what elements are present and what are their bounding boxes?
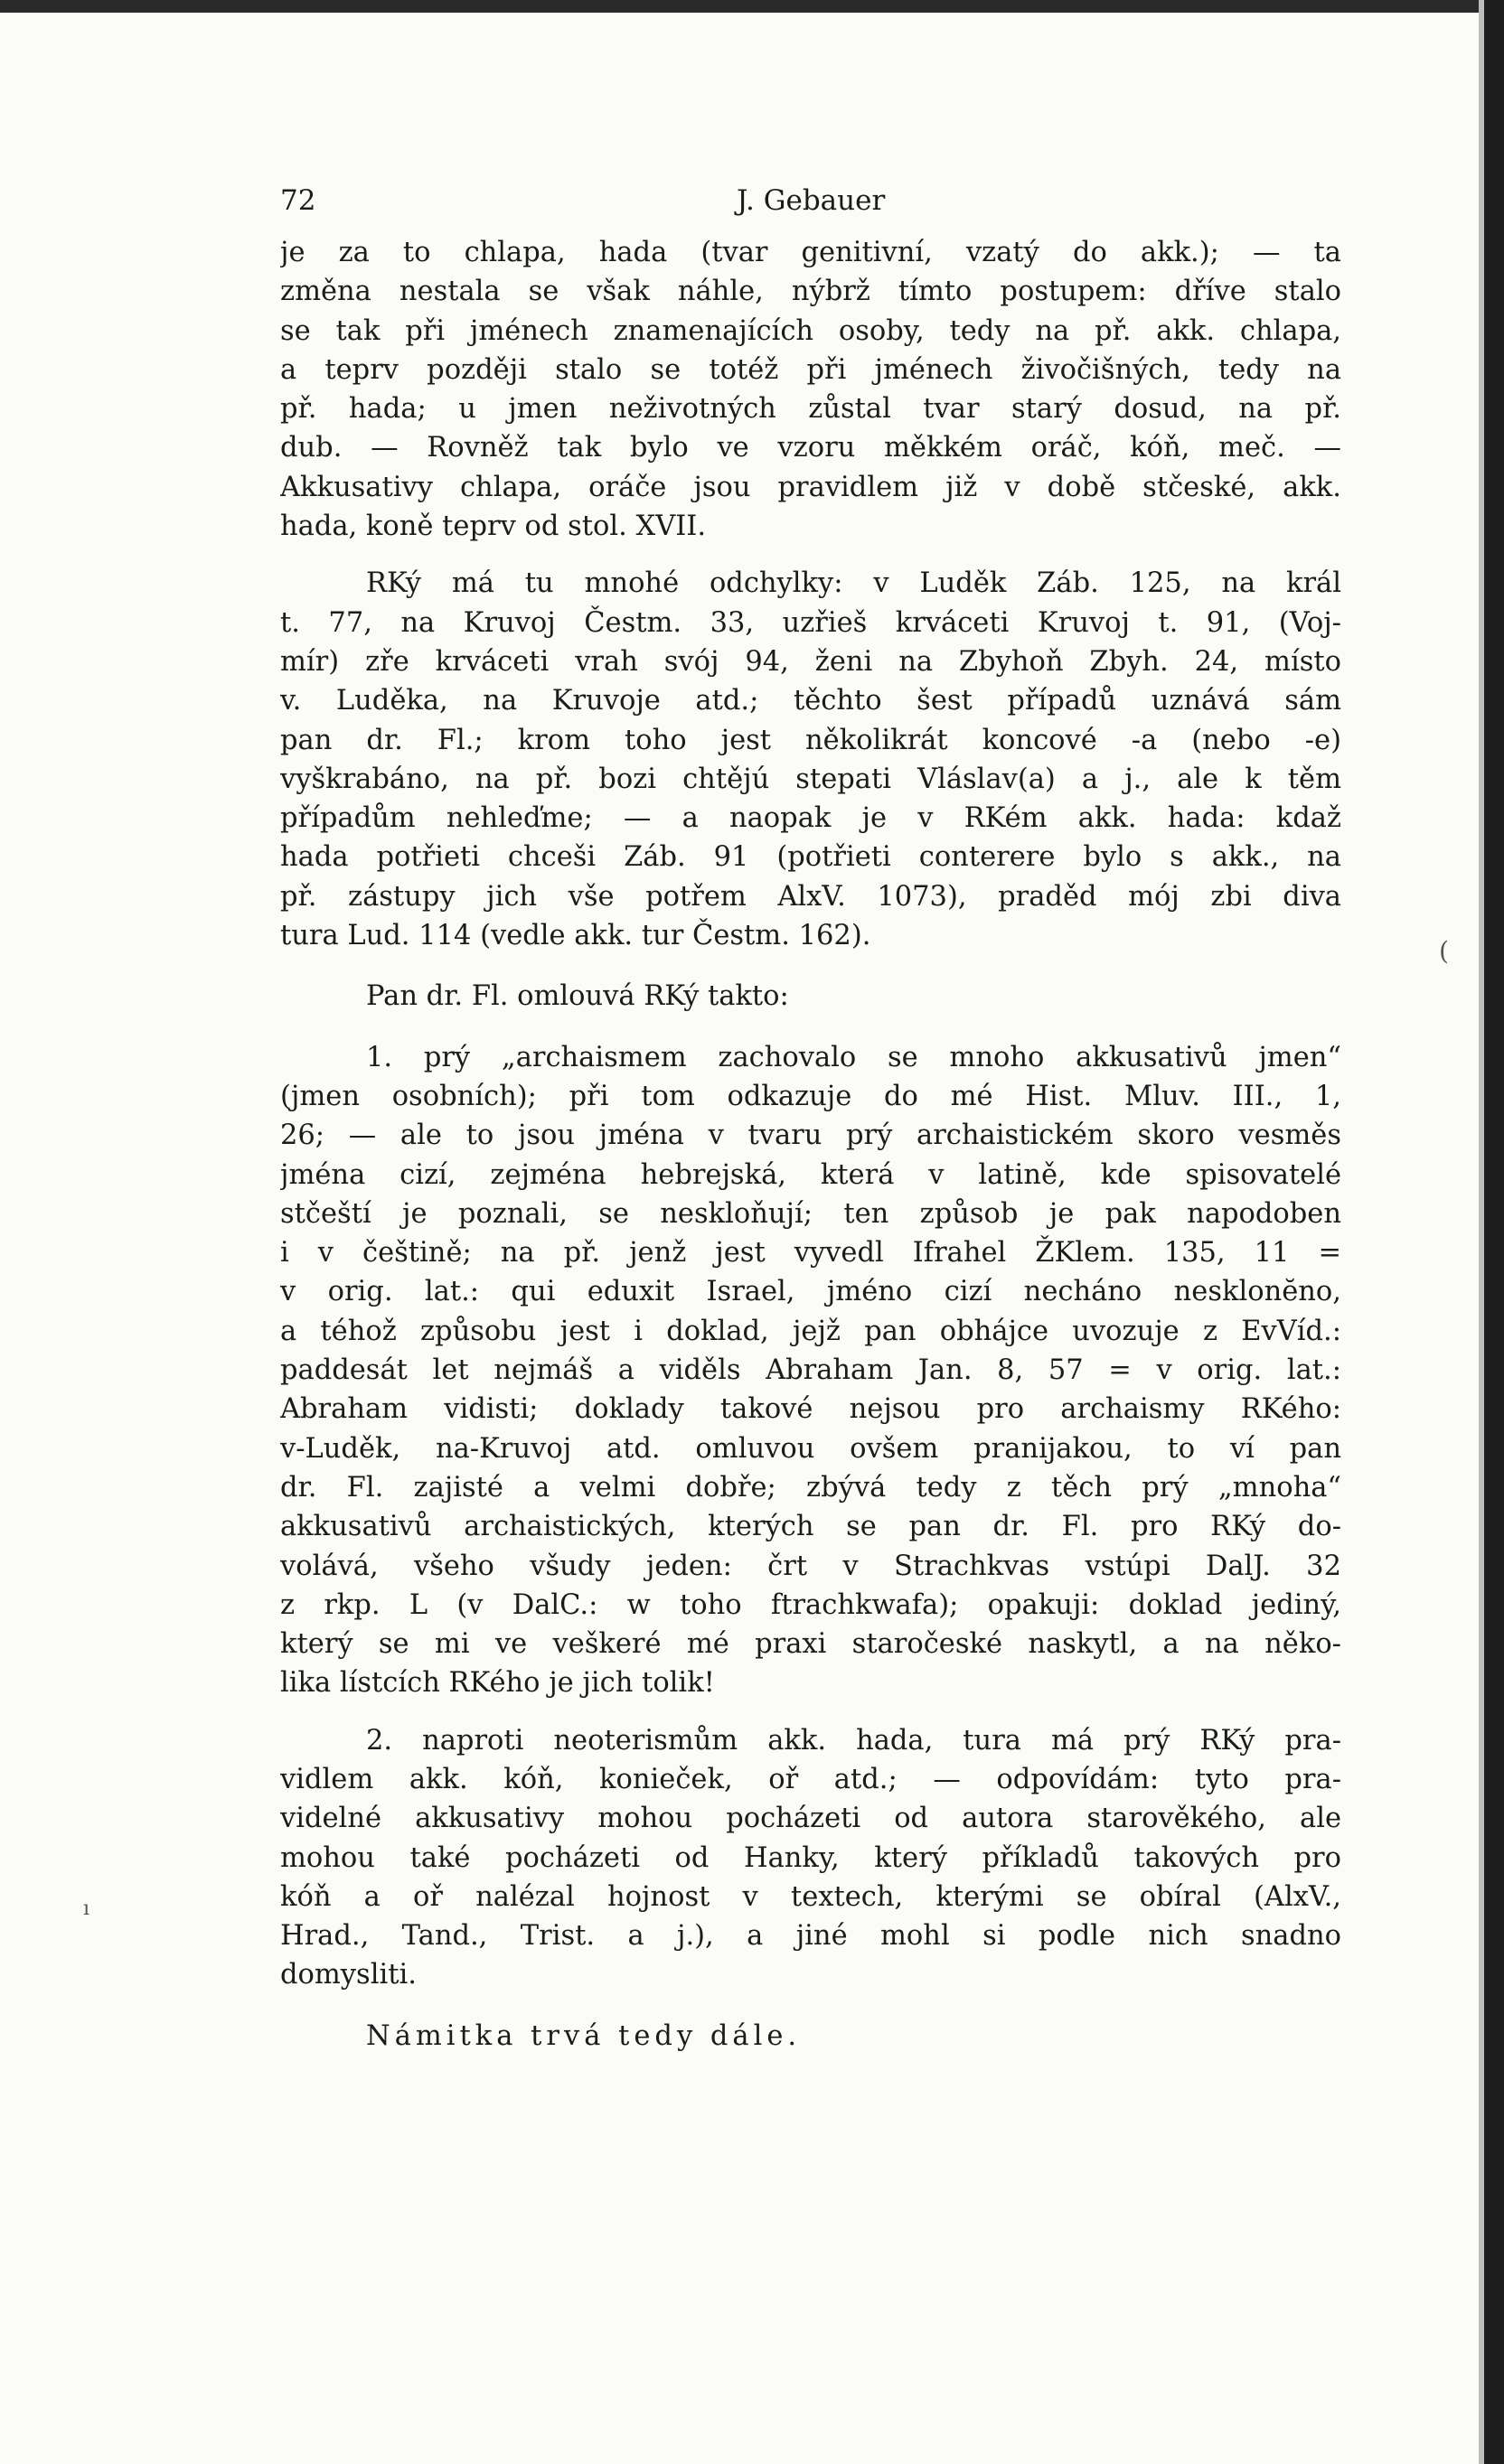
text-line: (jmen osobních); při tom odkazuje do mé Hist. Mluv. III., 1, bbox=[280, 1080, 1341, 1112]
text-line: z rkp. L (v DalC.: w toho ftrachkwafa); opakuji: doklad jediný, bbox=[280, 1588, 1341, 1621]
text-line: Hrad., Tand., Trist. a j.), a jiné mohl si podle nich snadno bbox=[280, 1920, 1341, 1953]
text-line: v. Luděka, na Kruvoje atd.; těchto šest případů uznává sám bbox=[280, 685, 1341, 717]
paragraph-5 bbox=[280, 1721, 1341, 1995]
text-line: dub. — Rovněž tak bylo ve vzoru měkkém oráč, kóň, meč. — bbox=[280, 432, 1341, 464]
text-line: je za to chlapa, hada (tvar genitivní, vzatý do akk.); — ta bbox=[280, 237, 1341, 268]
text-line: t. 77, na Kruvoj Čestm. 33, uzřieš krváceti Kruvoj t. 91, (Voj- bbox=[280, 606, 1341, 639]
page-number: 72 bbox=[280, 184, 316, 217]
text-line: stčeští je poznali, se neskloňují; ten způsob je pak napodoben bbox=[280, 1197, 1341, 1230]
text-line: dr. Fl. zajisté a velmi dobře; zbývá tedy z těch prý „mnoha“ bbox=[280, 1471, 1341, 1504]
text-line: Akkusativy chlapa, oráče jsou pravidlem již v době stčeské, akk. bbox=[280, 471, 1341, 503]
paragraph-3 bbox=[280, 977, 1341, 1016]
text-line: a téhož způsobu jest i doklad, jejž pan obhájce uvozuje z EvVíd.: bbox=[280, 1315, 1341, 1347]
text-line: akkusativů archaistických, kterých se pan dr. Fl. pro RKý do- bbox=[280, 1511, 1341, 1543]
text-line: v-Luděk, na-Kruvoj atd. omluvou ovšem pranijakou, to ví pan bbox=[280, 1432, 1341, 1465]
scan-speck: ( bbox=[1439, 936, 1449, 966]
page-content bbox=[280, 179, 1341, 2056]
paragraph-2 bbox=[280, 564, 1341, 955]
text-line: pan dr. Fl.; krom toho jest několikrát koncové -a (nebo -e) bbox=[280, 724, 1341, 756]
text-line: případům nehleďme; — a naopak je v RKém akk. hada: kdaž bbox=[280, 802, 1341, 835]
text-line: kóň a oř nalézal hojnost v textech, kterými se obíral (AlxV., bbox=[280, 1880, 1341, 1913]
scan-right-edge bbox=[1484, 0, 1504, 2464]
paragraph-6 bbox=[280, 2017, 1341, 2056]
text-line: vyškrabáno, na př. bozi chtějú stepati Vláslav(a) a j., ale k těm bbox=[280, 763, 1341, 795]
text-line: RKý má tu mnohé odchylky: v Luděk Záb. 125, na král bbox=[366, 567, 1341, 600]
text-line: 2. naproti neoterismům akk. hada, tura má prý RKý pra- bbox=[366, 1724, 1341, 1757]
text-line: vidlem akk. kóň, konieček, oř atd.; — odpovídám: tyto pra- bbox=[280, 1763, 1341, 1795]
text-line: paddesát let nejmáš a viděls Abraham Jan. 8, 57 = v orig. lat.: bbox=[280, 1354, 1341, 1387]
running-head-author: J. Gebauer bbox=[737, 184, 886, 217]
text-line: domysliti. bbox=[280, 1959, 417, 1991]
closing-line: Námitka trvá tedy dále. bbox=[366, 2019, 802, 2052]
text-line: změna nestala se však náhle, nýbrž tímto postupem: dříve stalo bbox=[280, 276, 1341, 308]
text-line: mohou také pocházeti od Hanky, který příkladů takových pro bbox=[280, 1841, 1341, 1874]
paragraph-4 bbox=[280, 1038, 1341, 1703]
text-line: př. hada; u jmen neživotných zůstal tvar starý dosud, na př. bbox=[280, 393, 1341, 426]
text-line: hada potřieti chceši Záb. 91 (potřieti conterere bylo s akk., na bbox=[280, 841, 1341, 874]
text-line: volává, všeho všudy jeden: črt v Strachkvas vstúpi DalJ. 32 bbox=[280, 1550, 1341, 1582]
text-line: i v češtině; na př. jenž jest vyvedl Ifrahel ŽKlem. 135, 11 = bbox=[280, 1237, 1341, 1269]
scan-speck: ı bbox=[83, 1897, 90, 1920]
text-line: se tak při jménech znamenajících osoby, tedy na př. akk. chlapa, bbox=[280, 314, 1341, 347]
text-line: př. zástupy jich vše potřem AlxV. 1073), praděd mój zbi diva bbox=[280, 880, 1341, 913]
text-line: Abraham vidisti; doklady takové nejsou pro archaismy RKého: bbox=[280, 1393, 1341, 1426]
running-head bbox=[280, 179, 1341, 233]
text-line: který se mi ve veškeré mé praxi staročeské naskytl, a na něko- bbox=[280, 1628, 1341, 1661]
text-line: jména cizí, zejména hebrejská, která v latině, kde spisovatelé bbox=[280, 1158, 1341, 1191]
text-line: tura Lud. 114 (vedle akk. tur Čestm. 162). bbox=[280, 920, 871, 952]
text-line: a teprv později stalo se totéž při jménech živočišných, tedy na bbox=[280, 353, 1341, 386]
paragraph-1 bbox=[280, 233, 1341, 546]
text-line: videlné akkusativy mohou pocházeti od autora starověkého, ale bbox=[280, 1803, 1341, 1835]
text-line: 26; — ale to jsou jména v tvaru prý archaistickém skoro vesměs bbox=[280, 1120, 1341, 1152]
text-line: v orig. lat.: qui eduxit Israel, jméno cizí necháno nesklonĕno, bbox=[280, 1276, 1341, 1308]
text-line: lika lístcích RKého je jich tolik! bbox=[280, 1667, 715, 1700]
scan-top-edge bbox=[0, 0, 1504, 13]
text-line: 1. prý „archaismem zachovalo se mnoho akkusativů jmen“ bbox=[366, 1041, 1341, 1073]
text-line: hada, koně teprv od stol. XVII. bbox=[280, 511, 707, 543]
text-line: Pan dr. Fl. omlouvá RKý takto: bbox=[366, 980, 789, 1013]
text-line: mír) zře krváceti vrah svój 94, ženi na Zbyhoň Zbyh. 24, místo bbox=[280, 645, 1341, 678]
